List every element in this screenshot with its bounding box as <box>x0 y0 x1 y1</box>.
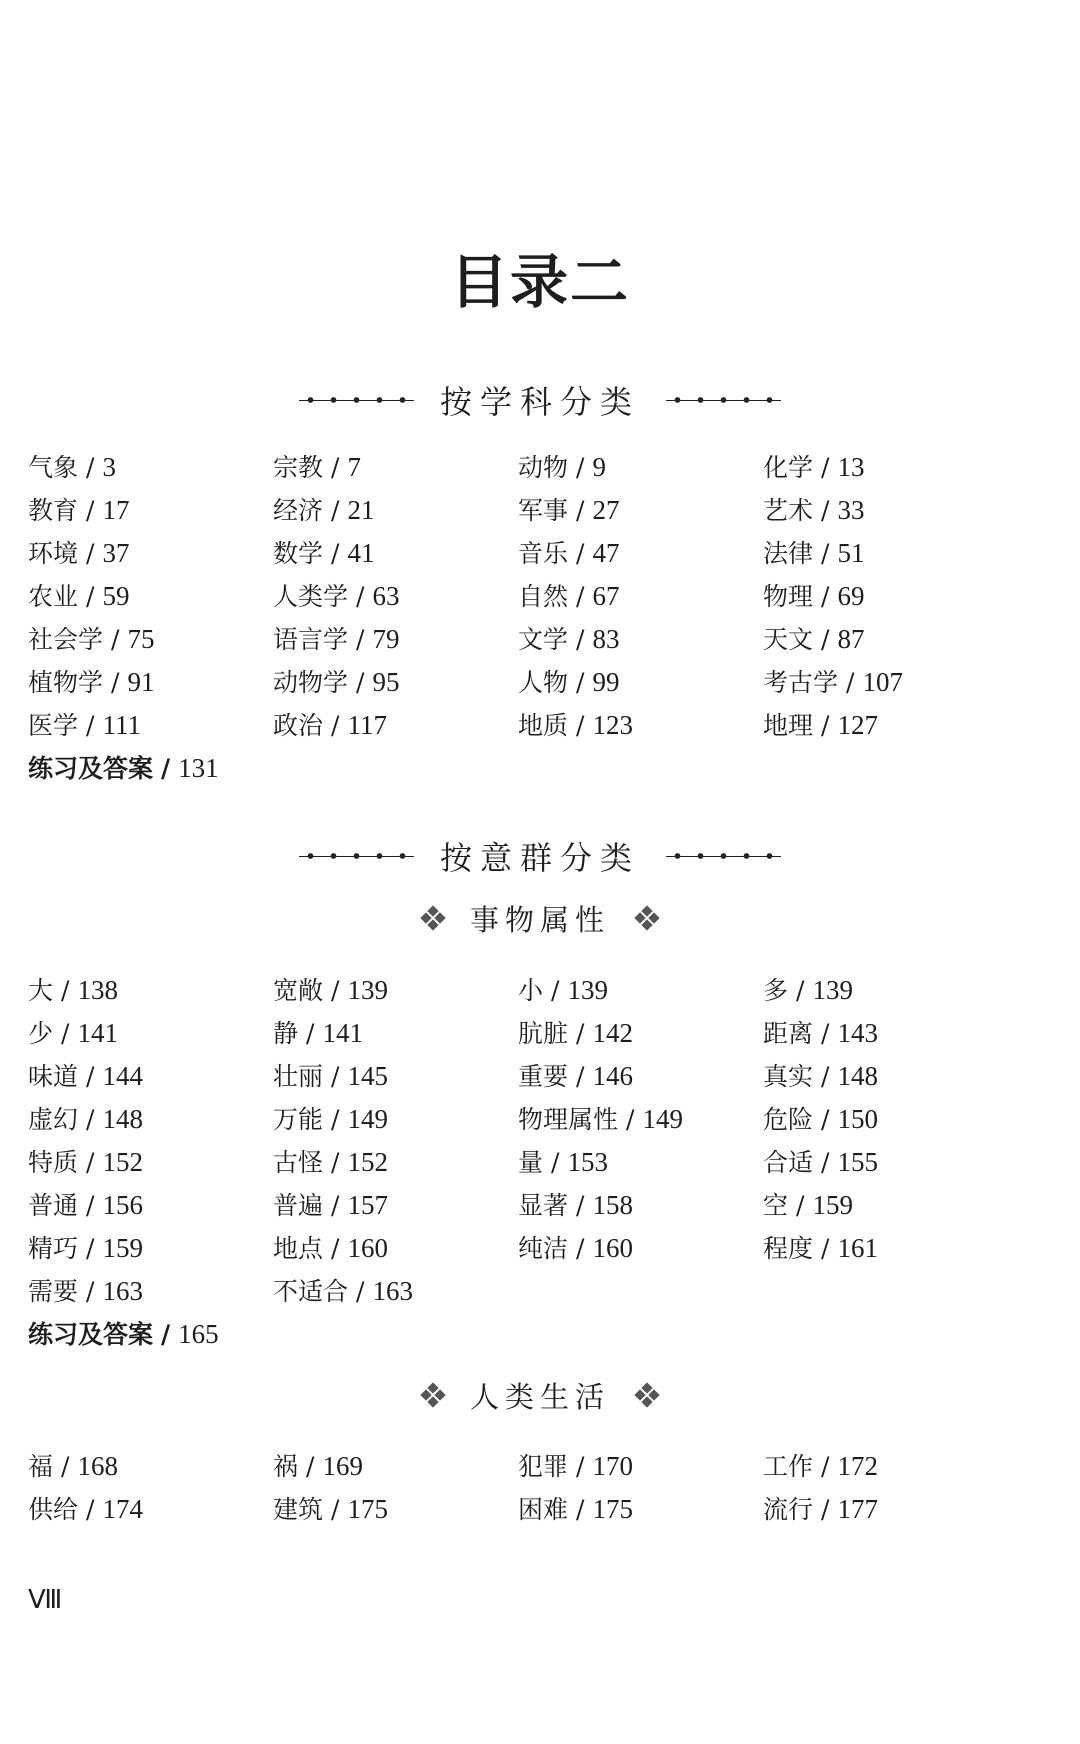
toc-entry-name: 文学 <box>518 625 569 654</box>
toc-entry <box>763 489 1008 532</box>
toc-entry-name: 物理 <box>763 582 814 611</box>
toc-entry-page: 139 <box>567 975 608 1005</box>
toc-entry-page: 13 <box>837 452 865 482</box>
toc-grid-human-life <box>28 1445 1018 1531</box>
toc-entry-separator: / <box>821 711 830 740</box>
toc-entry-page: 161 <box>837 1233 878 1263</box>
toc-entry-page: 163 <box>372 1276 413 1306</box>
toc-entry-name: 普遍 <box>273 1191 324 1220</box>
toc-entry-page: 41 <box>347 538 375 568</box>
toc-entry-separator: / <box>821 582 830 611</box>
toc-entry <box>518 1227 763 1270</box>
toc-entry-name: 少 <box>28 1019 54 1048</box>
toc-entry-page: 33 <box>837 495 865 525</box>
toc-exercise-entry <box>28 747 518 790</box>
toc-entry-separator: / <box>161 754 171 783</box>
toc-entry <box>763 618 1008 661</box>
toc-entry <box>28 704 273 747</box>
toc-entry-page: 117 <box>347 710 387 740</box>
sub-heading-text: 人类生活 <box>469 1379 610 1414</box>
toc-entry-page: 169 <box>322 1451 363 1481</box>
toc-entry-name: 危险 <box>763 1105 814 1134</box>
toc-entry-separator: / <box>331 711 340 740</box>
toc-entry-name: 地点 <box>273 1234 324 1263</box>
toc-entry <box>28 1270 273 1313</box>
toc-entry-name: 人物 <box>518 668 569 697</box>
diamond-ornament-icon <box>636 1384 658 1406</box>
toc-entry-name: 静 <box>273 1019 299 1048</box>
toc-entry-name: 特质 <box>28 1148 79 1177</box>
toc-entry <box>273 1184 518 1227</box>
section-heading-subject <box>0 375 1080 425</box>
toc-entry-page: 148 <box>102 1104 143 1134</box>
toc-entry-name: 考古学 <box>763 668 839 697</box>
toc-entry-name: 艺术 <box>763 496 814 525</box>
toc-entry-separator: / <box>61 1019 70 1048</box>
toc-entry-page: 139 <box>347 975 388 1005</box>
toc-entry-name: 练习及答案 <box>28 1320 154 1349</box>
toc-entry-page: 143 <box>837 1018 878 1048</box>
toc-entry-separator: / <box>821 1495 830 1524</box>
toc-entry <box>763 661 1008 704</box>
toc-entry-name: 精巧 <box>28 1234 79 1263</box>
toc-entry-separator: / <box>86 1148 95 1177</box>
toc-entry-page: 123 <box>592 710 633 740</box>
toc-entry-name: 困难 <box>518 1495 569 1524</box>
toc-entry <box>518 661 763 704</box>
toc-entry-separator: / <box>846 668 855 697</box>
toc-entry-name: 植物学 <box>28 668 104 697</box>
toc-entry-separator: / <box>306 1019 315 1048</box>
toc-entry <box>273 1055 518 1098</box>
toc-entry-page: 127 <box>837 710 878 740</box>
toc-entry-name: 程度 <box>763 1234 814 1263</box>
toc-entry <box>273 1488 518 1531</box>
toc-entry-separator: / <box>551 1148 560 1177</box>
toc-entry-page: 141 <box>322 1018 363 1048</box>
toc-entry-page: 3 <box>102 452 116 482</box>
sub-heading-text: 事物属性 <box>469 902 610 937</box>
toc-entry-name: 农业 <box>28 582 79 611</box>
toc-entry-page: 152 <box>347 1147 388 1177</box>
toc-entry <box>518 446 763 489</box>
toc-entry-name: 味道 <box>28 1062 79 1091</box>
sub-heading-properties <box>0 895 1080 941</box>
toc-grid-subject <box>28 446 1018 790</box>
toc-entry-name: 距离 <box>763 1019 814 1048</box>
toc-entry <box>28 1445 273 1488</box>
toc-entry-page: 158 <box>592 1190 633 1220</box>
toc-entry-name: 宽敞 <box>273 976 324 1005</box>
toc-entry-name: 空 <box>763 1191 789 1220</box>
toc-entry-page: 21 <box>347 495 375 525</box>
toc-entry-separator: / <box>576 711 585 740</box>
toc-entry-page: 160 <box>592 1233 633 1263</box>
toc-entry <box>28 969 273 1012</box>
toc-entry <box>518 1445 763 1488</box>
toc-entry <box>28 618 273 661</box>
toc-entry <box>763 1488 1008 1531</box>
toc-entry-separator: / <box>821 1148 830 1177</box>
toc-entry-name: 古怪 <box>273 1148 324 1177</box>
toc-entry <box>28 446 273 489</box>
toc-entry <box>518 575 763 618</box>
toc-entry-name: 显著 <box>518 1191 569 1220</box>
toc-entry <box>273 1227 518 1270</box>
toc-entry <box>273 618 518 661</box>
toc-entry-separator: / <box>111 668 120 697</box>
toc-entry-separator: / <box>576 668 585 697</box>
toc-entry-name: 天文 <box>763 625 814 654</box>
toc-entry-separator: / <box>331 1062 340 1091</box>
toc-entry <box>28 489 273 532</box>
toc-entry-name: 壮丽 <box>273 1062 324 1091</box>
toc-entry-separator: / <box>626 1105 635 1134</box>
toc-entry-page: 168 <box>77 1451 118 1481</box>
toc-entry <box>763 1227 1008 1270</box>
toc-entry-separator: / <box>86 453 95 482</box>
toc-entry-name: 福 <box>28 1452 54 1481</box>
toc-entry-name: 动物学 <box>273 668 349 697</box>
toc-entry-separator: / <box>306 1452 315 1481</box>
toc-entry-name: 纯洁 <box>518 1234 569 1263</box>
toc-entry <box>763 532 1008 575</box>
toc-entry-separator: / <box>821 1452 830 1481</box>
toc-entry-page: 163 <box>102 1276 143 1306</box>
toc-entry-name: 虚幻 <box>28 1105 79 1134</box>
toc-entry <box>273 1012 518 1055</box>
toc-entry <box>28 575 273 618</box>
toc-entry-page: 107 <box>862 667 903 697</box>
toc-entry-name: 不适合 <box>273 1277 349 1306</box>
grid-filler <box>518 1270 763 1313</box>
toc-entry <box>763 1055 1008 1098</box>
sub-heading-human-life <box>0 1372 1080 1418</box>
toc-entry-name: 音乐 <box>518 539 569 568</box>
toc-entry-page: 172 <box>837 1451 878 1481</box>
toc-entry-separator: / <box>331 1191 340 1220</box>
toc-entry <box>273 1141 518 1184</box>
toc-entry <box>763 1184 1008 1227</box>
toc-entry-name: 肮脏 <box>518 1019 569 1048</box>
toc-entry-name: 普通 <box>28 1191 79 1220</box>
toc-entry-page: 67 <box>592 581 620 611</box>
toc-entry-separator: / <box>86 539 95 568</box>
toc-entry-page: 91 <box>127 667 155 697</box>
toc-entry-page: 75 <box>127 624 155 654</box>
toc-entry-separator: / <box>821 625 830 654</box>
toc-entry-page: 111 <box>102 710 141 740</box>
toc-entry-page: 153 <box>567 1147 608 1177</box>
toc-entry <box>28 1141 273 1184</box>
toc-entry-separator: / <box>576 539 585 568</box>
toc-entry-page: 149 <box>347 1104 388 1134</box>
toc-entry-page: 83 <box>592 624 620 654</box>
toc-entry-page: 155 <box>837 1147 878 1177</box>
toc-entry-page: 170 <box>592 1451 633 1481</box>
toc-entry-page: 95 <box>372 667 400 697</box>
toc-entry <box>518 489 763 532</box>
toc-entry-separator: / <box>796 976 805 1005</box>
dotted-rule-right <box>666 394 781 406</box>
toc-entry-separator: / <box>86 1191 95 1220</box>
toc-entry-separator: / <box>61 976 70 1005</box>
toc-entry-separator: / <box>331 1234 340 1263</box>
diamond-ornament-icon <box>422 907 444 929</box>
toc-entry-name: 军事 <box>518 496 569 525</box>
toc-entry-separator: / <box>331 1105 340 1134</box>
toc-entry-name: 数学 <box>273 539 324 568</box>
toc-entry <box>28 1098 273 1141</box>
toc-entry <box>28 532 273 575</box>
toc-entry <box>273 446 518 489</box>
toc-entry-page: 27 <box>592 495 620 525</box>
toc-entry-page: 63 <box>372 581 400 611</box>
toc-entry-page: 177 <box>837 1494 878 1524</box>
toc-entry <box>28 661 273 704</box>
toc-entry-page: 51 <box>837 538 865 568</box>
toc-entry-separator: / <box>111 625 120 654</box>
toc-entry-separator: / <box>821 1062 830 1091</box>
toc-entry-name: 练习及答案 <box>28 754 154 783</box>
toc-entry <box>763 1012 1008 1055</box>
toc-entry-name: 万能 <box>273 1105 324 1134</box>
toc-entry-page: 159 <box>812 1190 853 1220</box>
diamond-ornament-icon <box>636 907 658 929</box>
toc-entry-page: 152 <box>102 1147 143 1177</box>
toc-entry-name: 宗教 <box>273 453 324 482</box>
toc-entry-separator: / <box>356 582 365 611</box>
toc-entry-separator: / <box>576 1234 585 1263</box>
toc-entry-name: 人类学 <box>273 582 349 611</box>
toc-entry-name: 真实 <box>763 1062 814 1091</box>
toc-entry <box>518 704 763 747</box>
toc-entry-separator: / <box>821 496 830 525</box>
toc-entry-page: 138 <box>77 975 118 1005</box>
toc-entry-separator: / <box>331 496 340 525</box>
toc-entry-page: 59 <box>102 581 130 611</box>
toc-entry <box>28 1012 273 1055</box>
toc-entry-page: 37 <box>102 538 130 568</box>
toc-entry-name: 量 <box>518 1148 544 1177</box>
toc-entry-separator: / <box>331 1148 340 1177</box>
toc-entry-separator: / <box>331 453 340 482</box>
toc-entry <box>518 1184 763 1227</box>
toc-entry-page: 69 <box>837 581 865 611</box>
toc-entry-name: 医学 <box>28 711 79 740</box>
toc-entry-name: 气象 <box>28 453 79 482</box>
toc-entry-name: 语言学 <box>273 625 349 654</box>
toc-entry-name: 法律 <box>763 539 814 568</box>
section-heading-meaning <box>0 831 1080 881</box>
toc-entry-page: 139 <box>812 975 853 1005</box>
toc-entry-page: 175 <box>347 1494 388 1524</box>
toc-entry-separator: / <box>821 453 830 482</box>
toc-entry <box>763 1445 1008 1488</box>
toc-entry-page: 160 <box>347 1233 388 1263</box>
toc-entry-page: 156 <box>102 1190 143 1220</box>
toc-entry-separator: / <box>331 1495 340 1524</box>
diamond-ornament-icon <box>422 1384 444 1406</box>
toc-entry-separator: / <box>86 1234 95 1263</box>
toc-entry-separator: / <box>576 1452 585 1481</box>
toc-entry-separator: / <box>576 453 585 482</box>
toc-entry-separator: / <box>86 1495 95 1524</box>
toc-entry <box>28 1055 273 1098</box>
toc-entry-name: 重要 <box>518 1062 569 1091</box>
toc-entry-page: 87 <box>837 624 865 654</box>
toc-entry <box>273 489 518 532</box>
toc-entry-page: 165 <box>178 1319 219 1349</box>
toc-entry <box>518 1141 763 1184</box>
toc-entry-separator: / <box>576 1062 585 1091</box>
toc-entry-name: 建筑 <box>273 1495 324 1524</box>
toc-entry-separator: / <box>576 496 585 525</box>
toc-entry-name: 大 <box>28 976 54 1005</box>
section-heading-text: 按学科分类 <box>439 383 640 421</box>
toc-entry <box>763 575 1008 618</box>
toc-entry-name: 政治 <box>273 711 324 740</box>
toc-entry-page: 146 <box>592 1061 633 1091</box>
toc-entry <box>763 704 1008 747</box>
toc-entry-separator: / <box>576 1495 585 1524</box>
toc-entry-separator: / <box>821 539 830 568</box>
toc-entry-separator: / <box>61 1452 70 1481</box>
toc-entry-page: 174 <box>102 1494 143 1524</box>
toc-exercise-entry <box>28 1313 518 1356</box>
toc-entry-page: 9 <box>592 452 606 482</box>
toc-entry <box>28 1488 273 1531</box>
toc-entry <box>518 1488 763 1531</box>
toc-entry-separator: / <box>161 1320 171 1349</box>
toc-entry-page: 131 <box>178 753 219 783</box>
toc-entry-page: 175 <box>592 1494 633 1524</box>
toc-entry-page: 145 <box>347 1061 388 1091</box>
toc-entry <box>518 1098 763 1141</box>
toc-entry-separator: / <box>821 1105 830 1134</box>
toc-entry <box>273 969 518 1012</box>
toc-entry-name: 合适 <box>763 1148 814 1177</box>
toc-entry-page: 148 <box>837 1061 878 1091</box>
toc-entry <box>28 1184 273 1227</box>
toc-entry <box>273 704 518 747</box>
toc-entry-name: 教育 <box>28 496 79 525</box>
toc-entry <box>518 1012 763 1055</box>
toc-entry <box>518 1055 763 1098</box>
toc-entry <box>273 1270 518 1313</box>
toc-entry <box>273 575 518 618</box>
toc-entry-separator: / <box>86 711 95 740</box>
toc-entry-separator: / <box>821 1019 830 1048</box>
toc-entry-page: 99 <box>592 667 620 697</box>
toc-entry-name: 化学 <box>763 453 814 482</box>
toc-entry-name: 需要 <box>28 1277 79 1306</box>
toc-entry-page: 149 <box>642 1104 683 1134</box>
toc-entry <box>273 1098 518 1141</box>
toc-entry-name: 社会学 <box>28 625 104 654</box>
toc-entry-page: 79 <box>372 624 400 654</box>
toc-entry-separator: / <box>86 1277 95 1306</box>
toc-entry-separator: / <box>86 1105 95 1134</box>
page-number: Ⅷ <box>28 1585 63 1614</box>
toc-entry-page: 159 <box>102 1233 143 1263</box>
dotted-rule-left <box>299 850 414 862</box>
toc-entry <box>273 532 518 575</box>
toc-entry-separator: / <box>331 976 340 1005</box>
dotted-rule-right <box>666 850 781 862</box>
toc-entry-page: 17 <box>102 495 130 525</box>
toc-entry <box>763 969 1008 1012</box>
toc-entry-separator: / <box>356 1277 365 1306</box>
toc-entry-name: 供给 <box>28 1495 79 1524</box>
toc-entry-separator: / <box>576 582 585 611</box>
toc-entry-separator: / <box>331 539 340 568</box>
toc-entry-separator: / <box>86 1062 95 1091</box>
toc-entry-page: 142 <box>592 1018 633 1048</box>
toc-entry-name: 工作 <box>763 1452 814 1481</box>
toc-entry <box>763 446 1008 489</box>
section-heading-text: 按意群分类 <box>439 839 640 877</box>
toc-entry-page: 150 <box>837 1104 878 1134</box>
toc-entry-separator: / <box>356 668 365 697</box>
dotted-rule-left <box>299 394 414 406</box>
toc-entry-page: 47 <box>592 538 620 568</box>
toc-entry-name: 物理属性 <box>518 1105 619 1134</box>
toc-entry-page: 7 <box>347 452 361 482</box>
toc-entry-separator: / <box>86 582 95 611</box>
toc-entry-name: 自然 <box>518 582 569 611</box>
toc-entry <box>518 532 763 575</box>
toc-entry-separator: / <box>86 496 95 525</box>
toc-entry-name: 经济 <box>273 496 324 525</box>
toc-entry-page: 141 <box>77 1018 118 1048</box>
toc-entry-separator: / <box>576 1019 585 1048</box>
toc-entry-name: 多 <box>763 976 789 1005</box>
toc-entry-page: 144 <box>102 1061 143 1091</box>
toc-entry <box>273 661 518 704</box>
toc-entry <box>518 618 763 661</box>
toc-entry-name: 地理 <box>763 711 814 740</box>
toc-entry-name: 流行 <box>763 1495 814 1524</box>
toc-entry <box>28 1227 273 1270</box>
toc-entry <box>518 969 763 1012</box>
toc-entry <box>763 1141 1008 1184</box>
toc-entry-name: 动物 <box>518 453 569 482</box>
toc-entry-separator: / <box>576 625 585 654</box>
toc-entry-name: 祸 <box>273 1452 299 1481</box>
toc-entry-name: 地质 <box>518 711 569 740</box>
toc-entry-name: 犯罪 <box>518 1452 569 1481</box>
toc-entry-separator: / <box>356 625 365 654</box>
toc-entry-separator: / <box>551 976 560 1005</box>
page-title: 目录二 <box>449 248 630 316</box>
toc-grid-properties <box>28 969 1018 1356</box>
toc-entry-separator: / <box>796 1191 805 1220</box>
grid-filler <box>763 1270 1008 1313</box>
toc-entry <box>273 1445 518 1488</box>
toc-entry <box>763 1098 1008 1141</box>
toc-entry-page: 157 <box>347 1190 388 1220</box>
toc-entry-name: 小 <box>518 976 544 1005</box>
toc-entry-separator: / <box>576 1191 585 1220</box>
toc-entry-separator: / <box>821 1234 830 1263</box>
toc-entry-name: 环境 <box>28 539 79 568</box>
